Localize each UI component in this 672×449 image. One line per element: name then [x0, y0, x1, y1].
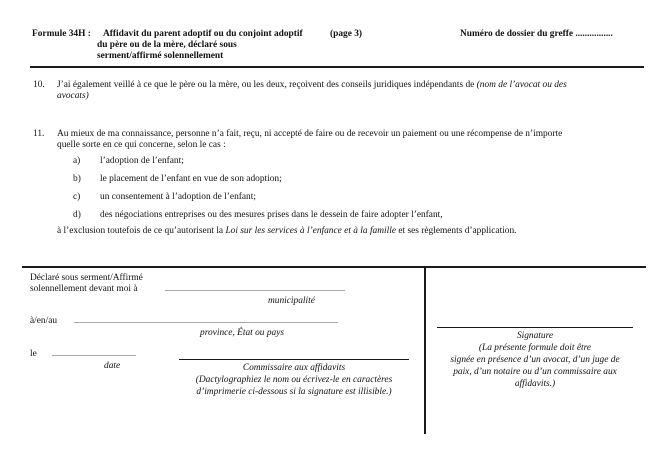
item-b-letter: b) — [73, 174, 81, 184]
paragraph-11-closing — [57, 226, 517, 238]
item-d-letter: d) — [73, 210, 81, 220]
sworn-line-2: solennellement devant moi à — [30, 284, 138, 294]
jurat-divider — [424, 266, 426, 434]
province-field[interactable]: .................................................................................................................................... — [74, 316, 338, 325]
signature-note-1: (La présente formule doit être — [478, 343, 592, 353]
lawyer-name-hint: (nom de l’avocat ou des — [476, 80, 567, 90]
paragraph-10-number: 10. — [33, 80, 45, 90]
jurat-top-rule — [22, 266, 646, 268]
province-caption: province, État ou pays — [200, 328, 285, 338]
paragraph-11-number: 11. — [33, 129, 45, 139]
date-field[interactable]: .......................................... — [52, 349, 136, 358]
signature-caption: Signature — [516, 331, 554, 341]
commissioner-note-2: d’imprimerie ci-dessous si la signature est illisible.) — [196, 387, 392, 397]
item-c-letter: c) — [73, 192, 81, 202]
item-a-text: l’adoption de l’enfant; — [100, 156, 184, 166]
municipality-caption: municipalité — [268, 296, 315, 306]
form-title-line-1: Affidavit du parent adoptif ou du conjoint adoptif — [103, 29, 303, 39]
header-rule — [30, 66, 644, 68]
deponent-signature-line — [437, 327, 633, 328]
paragraph-10-text — [57, 80, 567, 92]
paragraph-11-line-1: Au mieux de ma connaissance, personne n’a fait, reçu, ni accepté de faire ou de recevoir un paiement ou une récompense de n’importe — [57, 129, 563, 139]
lawyer-name-hint-continued: avocats) — [57, 91, 89, 101]
form-title-line-3: serment/affirmé solennellement — [97, 51, 224, 61]
date-caption: date — [104, 361, 121, 371]
sworn-line-1: Déclaré sous serment/Affirmé — [30, 273, 143, 283]
signature-note-2: signée en présence d’un avocat, d’un juge de — [450, 355, 620, 365]
signature-note-3: paix, d’un notaire ou d’un commissaire aux — [453, 367, 617, 377]
page-number: (page 3) — [330, 29, 363, 39]
item-a-letter: a) — [73, 156, 81, 166]
at-label: à/en/au — [30, 316, 58, 326]
form-number: Formule 34H : — [32, 29, 91, 39]
statute-name: Loi sur les services à l’enfance et à la famille — [225, 226, 396, 236]
commissioner-note-1: (Dactylographiez le nom ou écrivez-le en caractères — [195, 375, 393, 385]
closing-end: et ses règlements d’application. — [398, 226, 517, 236]
court-file-number: Numéro de dossier du greffe ................ — [460, 29, 613, 39]
date-label: le — [30, 349, 37, 359]
paragraph-10-body: J’ai également veillé à ce que le père ou la mère, ou les deux, reçoivent des conseils juridiques indépendants de — [57, 80, 475, 90]
commissioner-caption: Commissaire aux affidavits — [242, 363, 346, 373]
paragraph-11-line-2: quelle sorte en ce qui concerne, selon le cas : — [57, 140, 226, 150]
municipality-field[interactable]: .......................................................................................... — [165, 284, 345, 293]
closing-start: à l’exclusion toutefois de ce qu’autorisent la — [57, 226, 224, 236]
commissioner-signature-line — [179, 359, 409, 360]
form-title-line-2: du père ou de la mère, déclaré sous — [97, 40, 237, 50]
item-b-text: le placement de l’enfant en vue de son adoption; — [100, 174, 282, 184]
item-d-text: des négociations entreprises ou des mesures prises dans le dessein de faire adopter l’enfant, — [100, 210, 443, 220]
item-c-text: un consentement à l’adoption de l’enfant; — [100, 192, 256, 202]
signature-note-4: affidavits.) — [514, 379, 556, 389]
